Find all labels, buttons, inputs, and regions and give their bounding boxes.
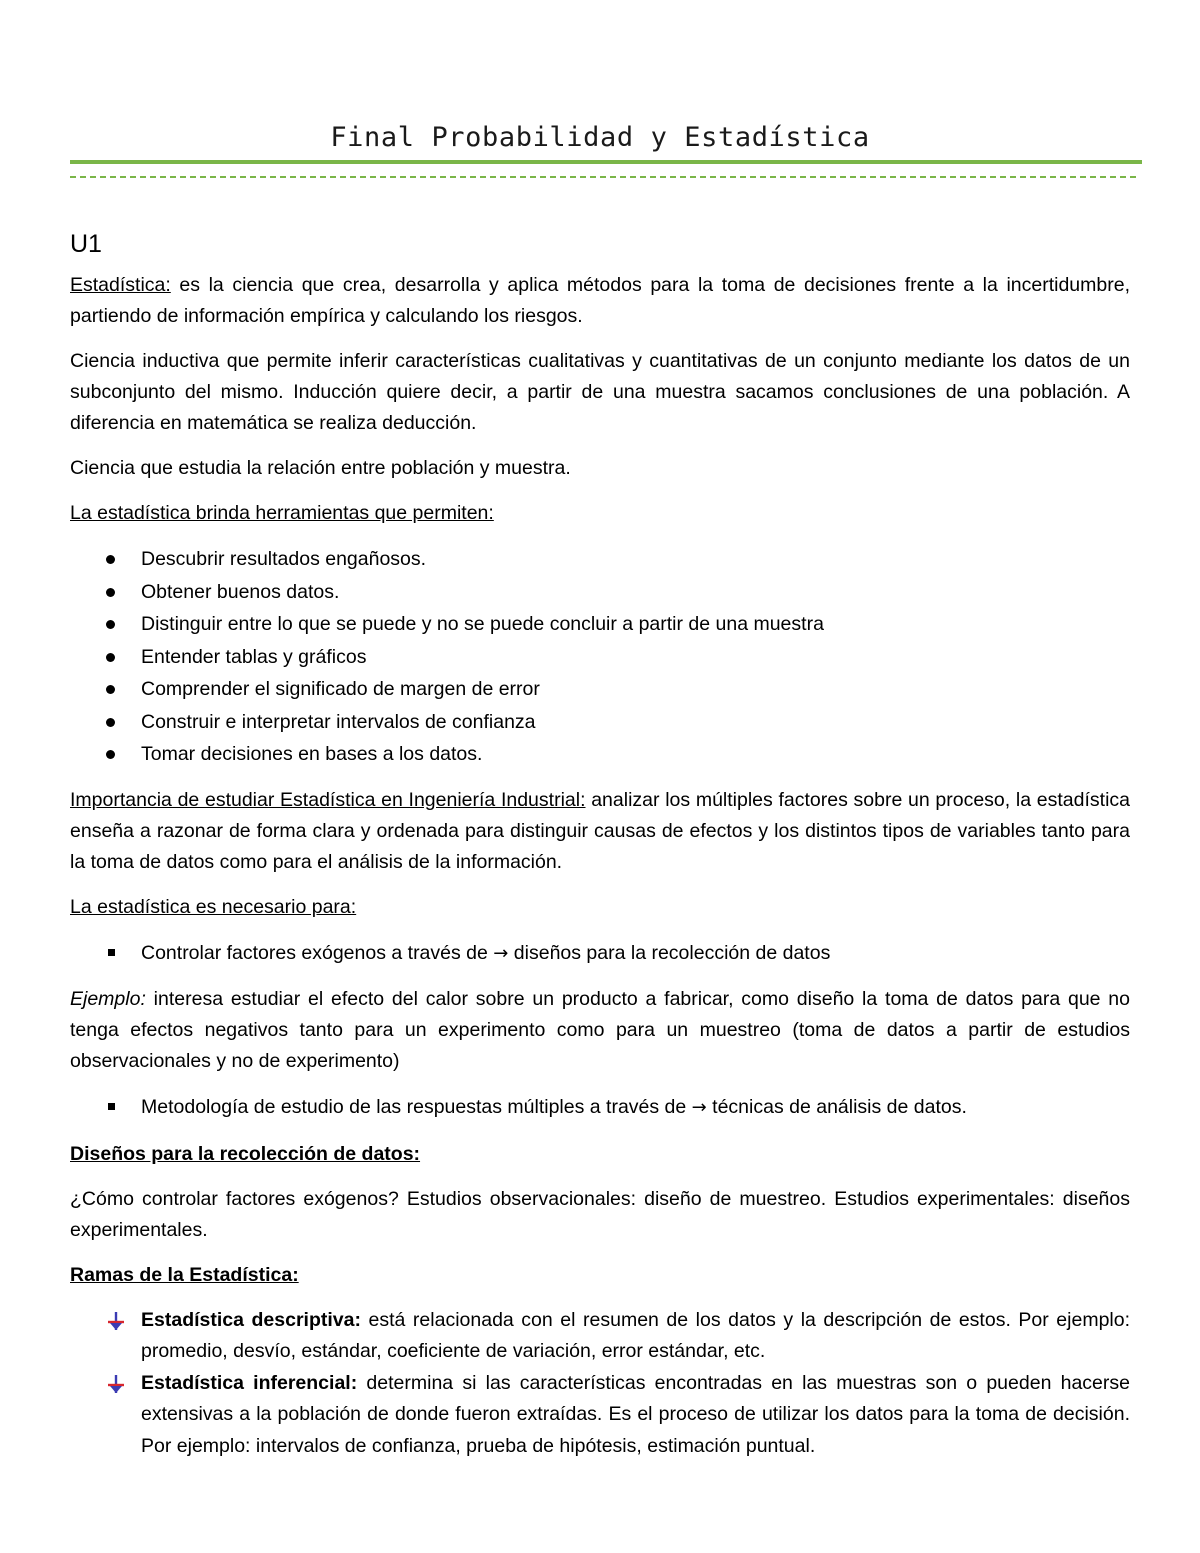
subheading-tools-label: La estadística brinda herramientas que permiten: [70, 502, 494, 524]
importance-text: analizar los múltiples factores sobre un proceso, la estadística enseña a razonar de forma clara y ordenada para distinguir causas de efectos y los distintos tipos de variables tanto para la toma de datos como para el análisis de la información. [70, 788, 1130, 873]
branches-label: Ramas de la Estadística: [70, 1263, 299, 1286]
bullet-disc-icon [106, 620, 115, 629]
list-item: Entender tablas y gráficos [70, 641, 1130, 674]
subheading-branches [70, 1260, 1130, 1291]
arrow-bullet-icon [106, 1311, 126, 1331]
bullet-square-icon [108, 1103, 115, 1110]
paragraph-designs: ¿Cómo controlar factores exógenos? Estudios observacionales: diseño de muestreo. Estudios experimentales: diseños experimentales. [70, 1187, 1130, 1241]
necessary-label: La estadística es necesario para: [70, 895, 357, 918]
paragraph-text: es la ciencia que crea, desarrolla y aplica métodos para la toma de decisiones frente a la incertidumbre, partiendo de información empírica y calculando los riesgos. [70, 274, 1130, 327]
paragraph-inductive-science: Ciencia inductiva que permite inferir características cualitativas y cuantitativas de un conjunto mediante los datos de un subconjunto del mismo. Inducción quiere decir, a partir de una muestra sacamos conclusiones de una población. A diferencia en matemática se realiza deducción. [70, 350, 1130, 434]
subheading-tools [70, 498, 1130, 529]
bullet-disc-icon [106, 555, 115, 564]
branches-list [70, 1305, 1130, 1463]
paragraph-example [70, 984, 1130, 1077]
list-item: Distinguir entre lo que se puede y no se puede concluir a partir de una muestra [70, 608, 1130, 641]
list-item: Comprender el significado de margen de error [70, 673, 1130, 706]
paragraph-population-sample: Ciencia que estudia la relación entre población y muestra. [70, 457, 571, 479]
list-item: Tomar decisiones en bases a los datos. [70, 738, 1130, 771]
subheading-necessary [70, 892, 1130, 923]
branch-term: Estadística descriptiva: [141, 1308, 361, 1331]
bullet-disc-icon [106, 750, 115, 759]
branch-text: está relacionada con el resumen de los datos y la descripción de estos. Por ejemplo: promedio, desvío, estándar, coeficiente de variación, error estándar, etc. [141, 1308, 1131, 1362]
list-item [70, 1368, 1130, 1463]
branch-text: determina si las características encontradas en las muestras son o pueden hacerse extensivas a la población de donde fueron extraídas. Es el proceso de utilizar los datos para la toma de decisión. Por ejemplo: intervalos de confianza, prueba de hipótesis, estimación puntual. [141, 1371, 1130, 1457]
term-estadistica: Estadística: [70, 274, 171, 296]
paragraph-importance [70, 785, 1130, 878]
list-item: Controlar factores exógenos a través de → diseños para la recolección de datos [70, 937, 1130, 971]
right-arrow-icon: → [493, 942, 509, 964]
section-heading-u1: U1 [70, 230, 102, 258]
importance-label: Importancia de estudiar Estadística en Ingeniería Industrial: [70, 788, 586, 811]
arrow-bullet-icon [106, 1374, 126, 1394]
designs-label: Diseños para la recolección de datos: [70, 1142, 421, 1165]
list-item: Descubrir resultados engañosos. [70, 543, 1130, 576]
list-item: Construir e interpretar intervalos de confianza [70, 706, 1130, 739]
title-underline-dashed [70, 176, 1136, 178]
list-item [70, 1305, 1130, 1368]
bullet-disc-icon [106, 718, 115, 727]
example-label: Ejemplo: [70, 988, 146, 1010]
example-text: interesa estudiar el efecto del calor sobre un producto a fabricar, como diseño la toma de datos para que no tenga efectos negativos tanto para un experimento como para un muestreo (toma de datos a partir de estudios observacionales y no de experimento) [70, 988, 1130, 1072]
list-item: Metodología de estudio de las respuestas múltiples a través de → técnicas de análisis de datos. [70, 1091, 1130, 1125]
branch-term: Estadística inferencial: [141, 1371, 358, 1394]
title-underline-solid [70, 160, 1142, 164]
bullet-disc-icon [106, 685, 115, 694]
tools-list [70, 543, 1130, 771]
document-body [70, 228, 1130, 1476]
bullet-disc-icon [106, 653, 115, 662]
bullet-square-icon [108, 949, 115, 956]
paragraph-estadistica-definition [70, 270, 1130, 332]
necessary-list-1 [70, 937, 1130, 971]
bullet-disc-icon [106, 588, 115, 597]
right-arrow-icon: → [691, 1097, 707, 1118]
subheading-designs [70, 1139, 1130, 1170]
document-title: Final Probabilidad y Estadística [330, 122, 870, 153]
necessary-list-2 [70, 1091, 1130, 1125]
list-item: Obtener buenos datos. [70, 576, 1130, 609]
